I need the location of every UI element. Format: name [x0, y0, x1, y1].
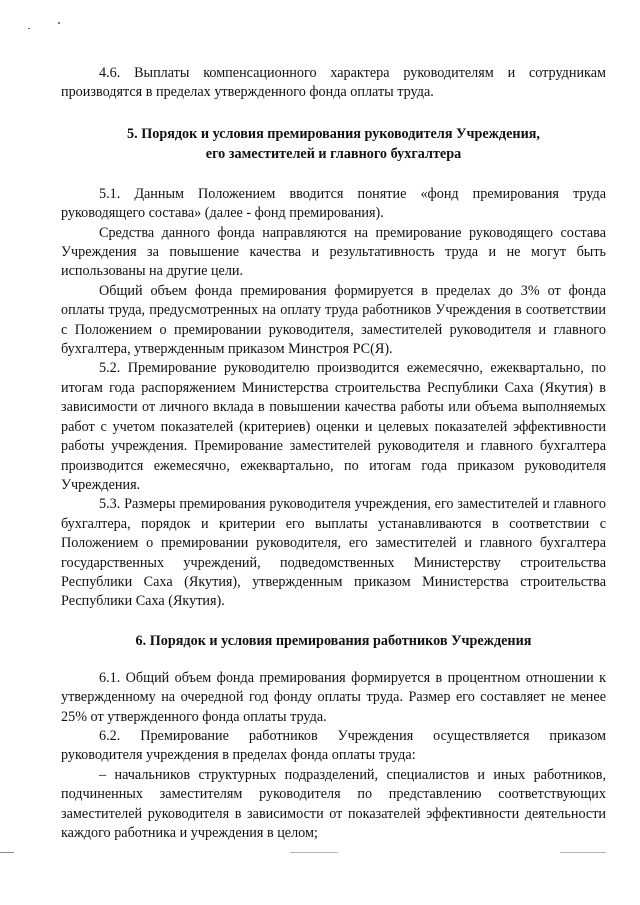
paragraph-5-1: 5.1. Данным Положением вводится понятие «фонд премирования труда руководящего состава» (далее - фонд премирования). — [61, 185, 606, 222]
scan-speck — [58, 22, 60, 24]
paragraph-5-2: 5.2. Премирование руководителю производится ежемесячно, ежеквартально, по итогам года распоряжением Министерства строительства Республики Саха (Якутия) в зависимости от личного вклада в повышении качества работы или объема выполняемых работ с учетом показателей (критериев) оценки и целевых показателей эффективности работы учреждения. Премирование заместителей руководителя и главного бухгалтера производится ежемесячно, ежеквартально, по итогам года приказом руководителя Учреждения. — [61, 360, 606, 493]
section-5-heading-line2: его заместителей и главного бухгалтера — [205, 145, 462, 162]
scan-mark — [290, 852, 338, 853]
paragraph-6-2: 6.2. Премирование работников Учреждения осуществляется приказом руководителя учреждения в пределах фонда оплаты труда: — [61, 727, 606, 764]
section-6-heading: 6. Порядок и условия премирования работников Учреждения — [135, 632, 532, 649]
document-page — [61, 64, 606, 843]
scan-mark — [560, 852, 606, 853]
paragraph-4-6: 4.6. Выплаты компенсационного характера руководителям и сотрудникам производятся в пределах утвержденного фонда оплаты труда. — [61, 65, 606, 101]
section-5-heading-line1: 5. Порядок и условия премирования руководителя Учреждения, — [127, 125, 540, 142]
scan-mark — [0, 852, 14, 853]
paragraph-6-2-list-item: – начальников структурных подразделений, специалистов и иных работников, подчиненных заместителям руководителя по представлению соответствующих заместителей руководителя в зависимости от показателей эффективности деятельности каждого работника и учреждения в целом; — [61, 766, 606, 841]
paragraph-5-3: 5.3. Размеры премирования руководителя учреждения, его заместителей и главного бухгалтера, порядок и критерии его выплаты устанавливаются в соответствии с Положением о премировании руководителя, его заместителей и главного бухгалтера государственных учреждений, подведомственных Министерству строительства Республики Саха (Якутия), утвержденным приказом Министерства строительства Республики Саха (Якутия). — [61, 496, 606, 610]
paragraph-6-1: 6.1. Общий объем фонда премирования формируется в процентном отношении к утвержденному на очередной год фонду оплаты труда. Размер его составляет не менее 25% от утвержденного фонда оплаты труда. — [61, 669, 606, 725]
scan-speck — [28, 28, 30, 29]
paragraph-5-1-volume: Общий объем фонда премирования формируется в пределах до 3% от фонда оплаты труда, предусмотренных на оплату труда работников Учреждения в соответствии с Положением о премировании руководителя, заместителей руководителя и главного бухгалтера, утвержденным приказом Минстроя РС(Я). — [61, 282, 606, 358]
section-5-heading — [61, 124, 606, 164]
paragraph-5-1-funds: Средства данного фонда направляются на премирование руководящего состава Учреждения за повышение качества и результативность труда и не могут быть использованы на другие цели. — [61, 224, 606, 280]
